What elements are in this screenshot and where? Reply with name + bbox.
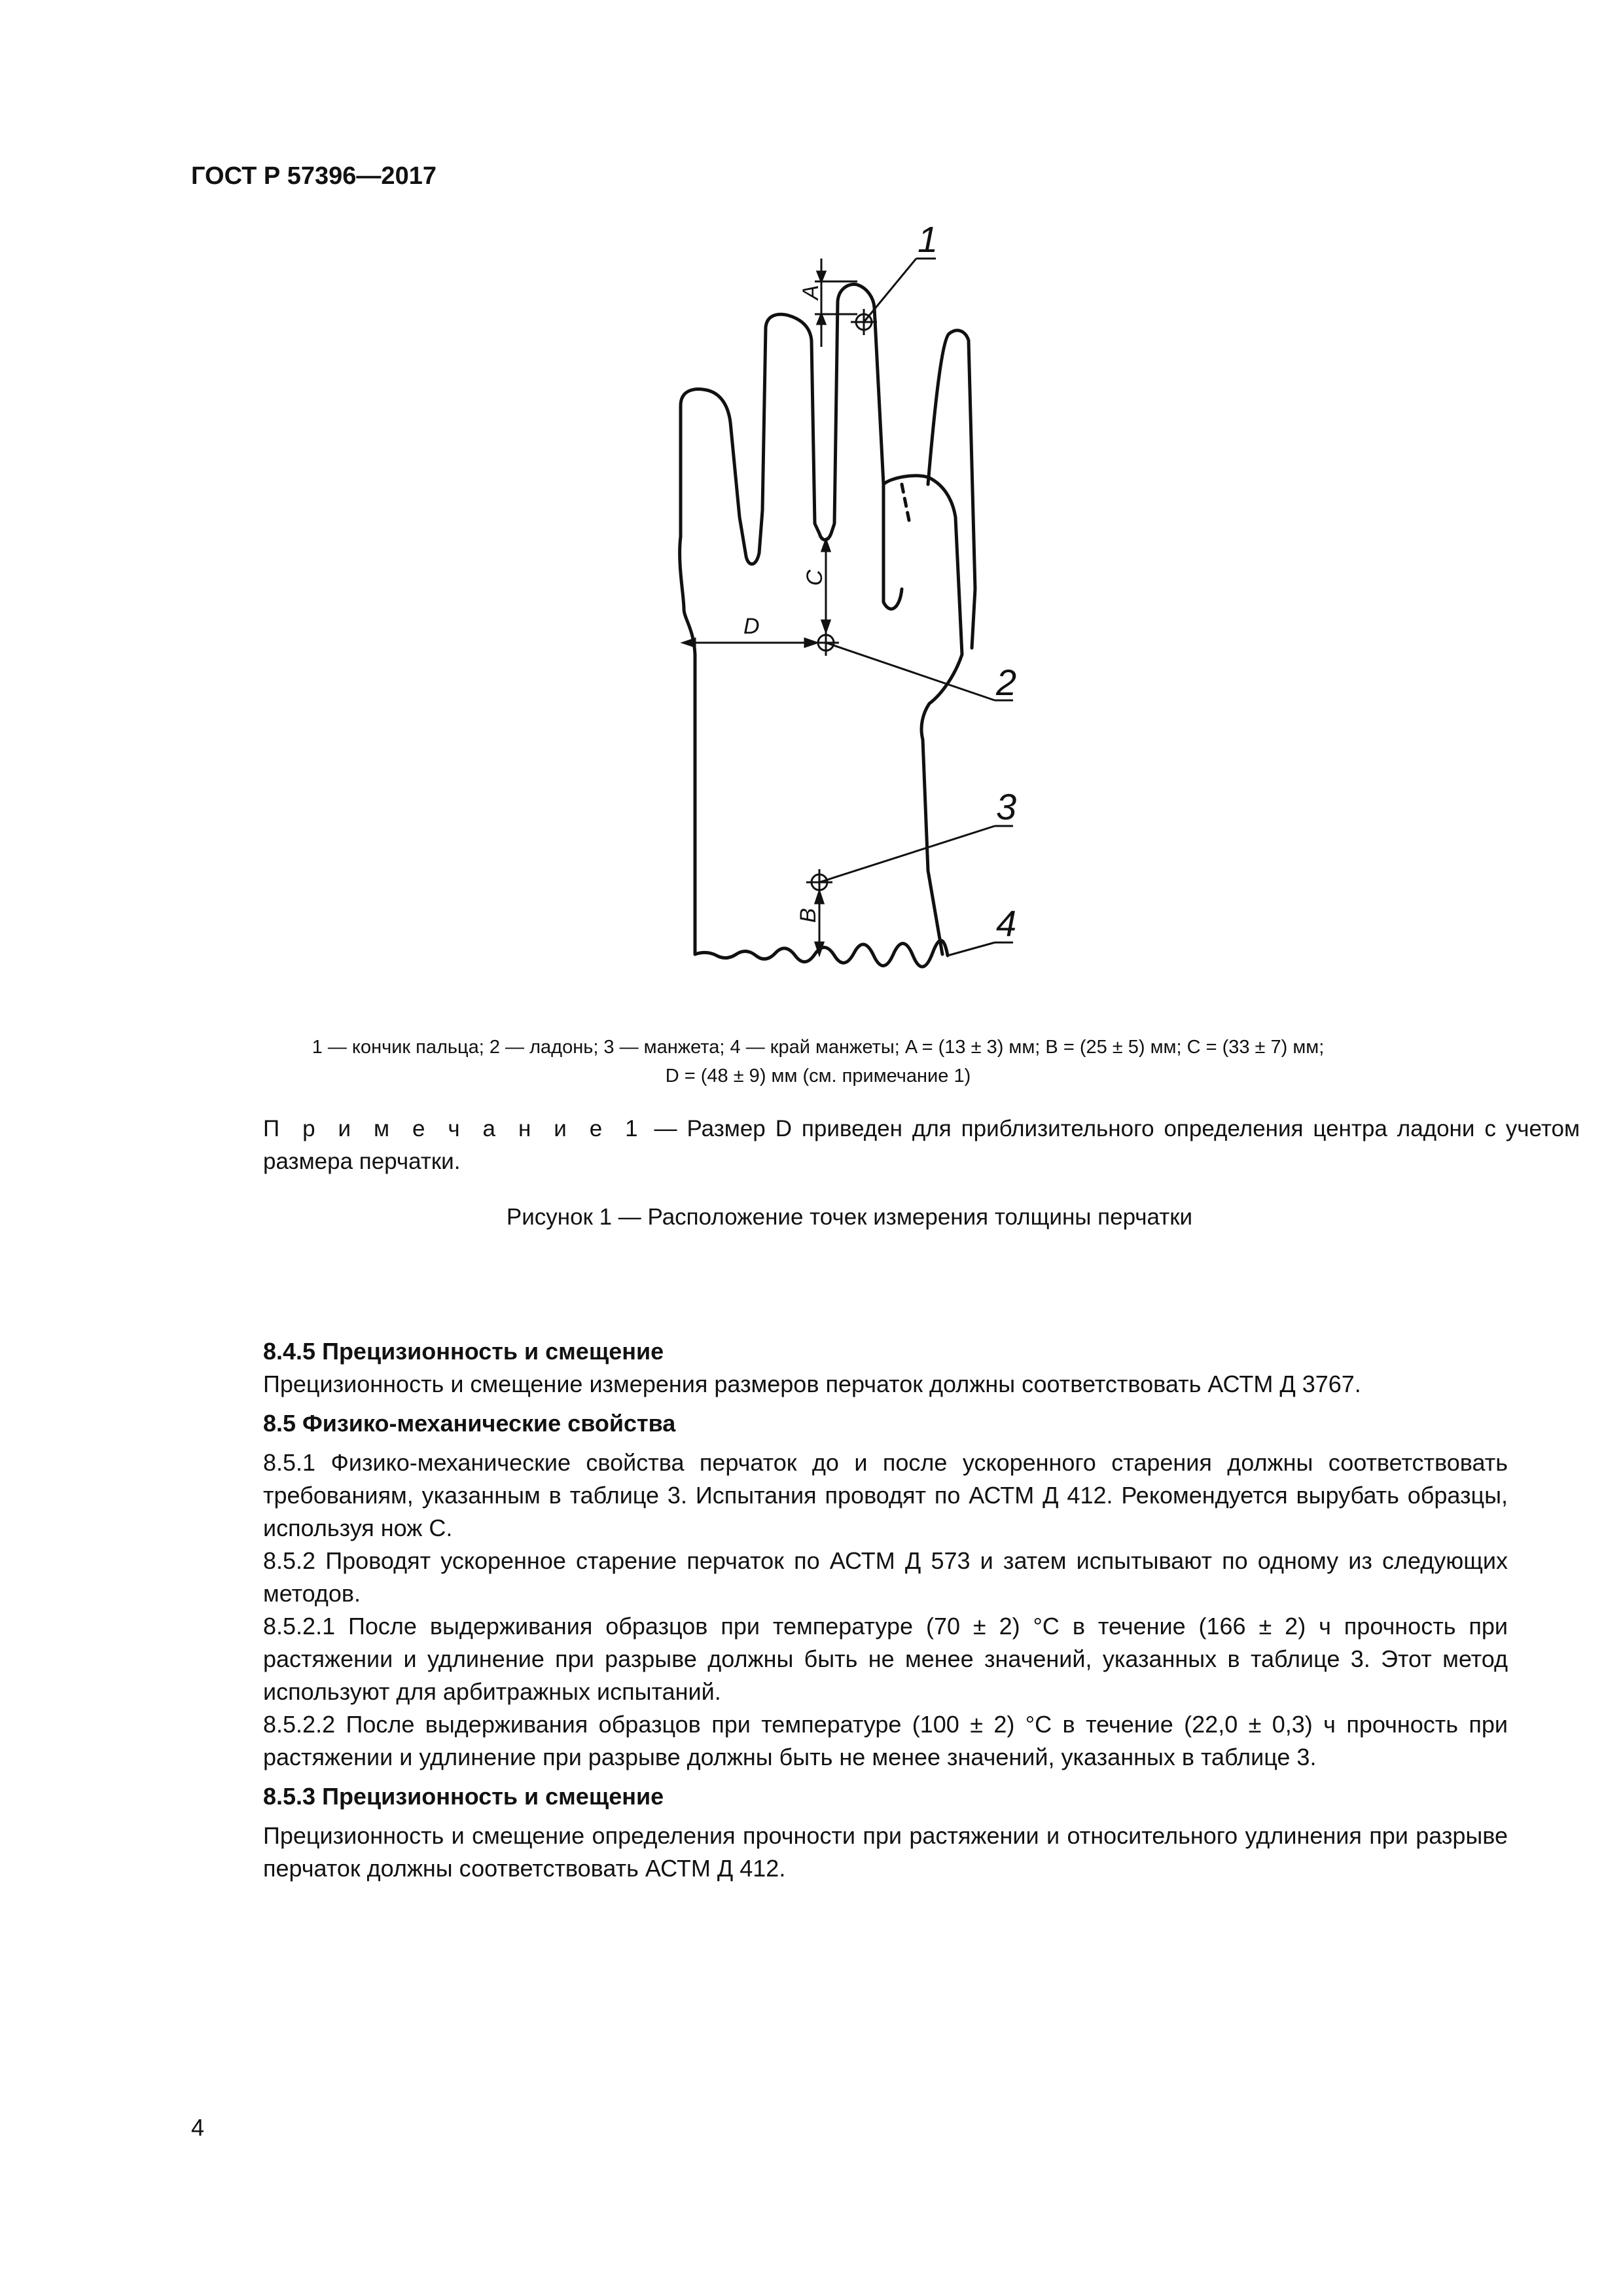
section-853-title: 8.5.3 Прецизионность и смещение xyxy=(263,1783,664,1810)
section-845-text: Прецизионность и смещение измерения размеров перчаток должны соответствовать АСТМ Д 3767. xyxy=(263,1371,1361,1397)
callout-1: 1 xyxy=(918,219,938,260)
leader-1 xyxy=(864,259,916,322)
leader-3 xyxy=(819,826,995,882)
hidden-line xyxy=(902,484,910,524)
note-label: П р и м е ч а н и е 1 xyxy=(263,1116,645,1141)
glove-diagram xyxy=(0,0,1623,1021)
document-id: ГОСТ Р 57396—2017 xyxy=(191,162,437,190)
section-853-text: Прецизионность и смещение определения прочности при растяжении и относительного удлинения при разрыве перчаток должны соответствовать АСТМ Д 412. xyxy=(263,1822,1508,1882)
callout-4: 4 xyxy=(996,903,1017,944)
dim-label-D: D xyxy=(743,614,760,639)
leader-4 xyxy=(948,942,995,956)
legend-line-2: D = (48 ± 9) мм (см. примечание 1) xyxy=(665,1066,971,1086)
glove-outline-pinky xyxy=(883,484,902,609)
legend-line-1: 1 — кончик пальца; 2 — ладонь; 3 — манжета; 4 — край манжеты; A = (13 ± 3) мм; B = (25 ± 5) мм; C = (33 ± 7) мм; xyxy=(312,1037,1325,1058)
paragraph-851: 8.5.1 Физико-механические свойства перчаток до и после ускоренного старения должны соответствовать требованиям, указанным в таблице 3. Испытания проводят по АСТМ Д 412. Рекомендуется вырубать образцы, используя нож C. xyxy=(263,1449,1508,1541)
callout-3: 3 xyxy=(996,786,1017,827)
glove-outline-index xyxy=(928,331,975,648)
dim-label-C: C xyxy=(802,569,827,586)
figure-legend xyxy=(216,1033,1420,1090)
page-number: 4 xyxy=(191,2114,205,2141)
section-85-title: 8.5 Физико-механические свойства xyxy=(263,1410,676,1437)
leader-2 xyxy=(826,643,995,700)
dim-label-A: A xyxy=(798,285,823,300)
paragraph-8522: 8.5.2.2 После выдерживания образцов при температуре (100 ± 2) °C в течение (22,0 ± 0,3) ч прочность при растяжении и удлинение при разрыве должны быть не менее значений, указанных в таблице 3. xyxy=(263,1711,1508,1770)
dim-label-B: B xyxy=(796,908,821,923)
callout-2: 2 xyxy=(996,662,1017,703)
paragraph-8521: 8.5.2.1 После выдерживания образцов при температуре (70 ± 2) °C в течение (166 ± 2) ч прочность при растяжении и удлинение при разрыве должны быть не менее значений, указанных в таблице 3. Этот метод используют для арбитражных испытаний. xyxy=(263,1613,1508,1705)
note-text: — Размер D приведен для приблизительного определения центра ладони с учетом размера перчатки. xyxy=(263,1116,1580,1174)
glove-outline-right xyxy=(883,476,962,954)
figure-note xyxy=(191,1113,1580,1178)
paragraph-852: 8.5.2 Проводят ускоренное старение перчаток по АСТМ Д 573 и затем испытывают по одному из следующих методов. xyxy=(263,1547,1508,1607)
glove-outline xyxy=(680,284,883,954)
section-845-title: 8.4.5 Прецизионность и смещение xyxy=(263,1338,664,1365)
main-content xyxy=(191,1335,1508,1885)
figure-caption: Рисунок 1 — Расположение точек измерения толщины перчатки xyxy=(506,1204,1193,1230)
